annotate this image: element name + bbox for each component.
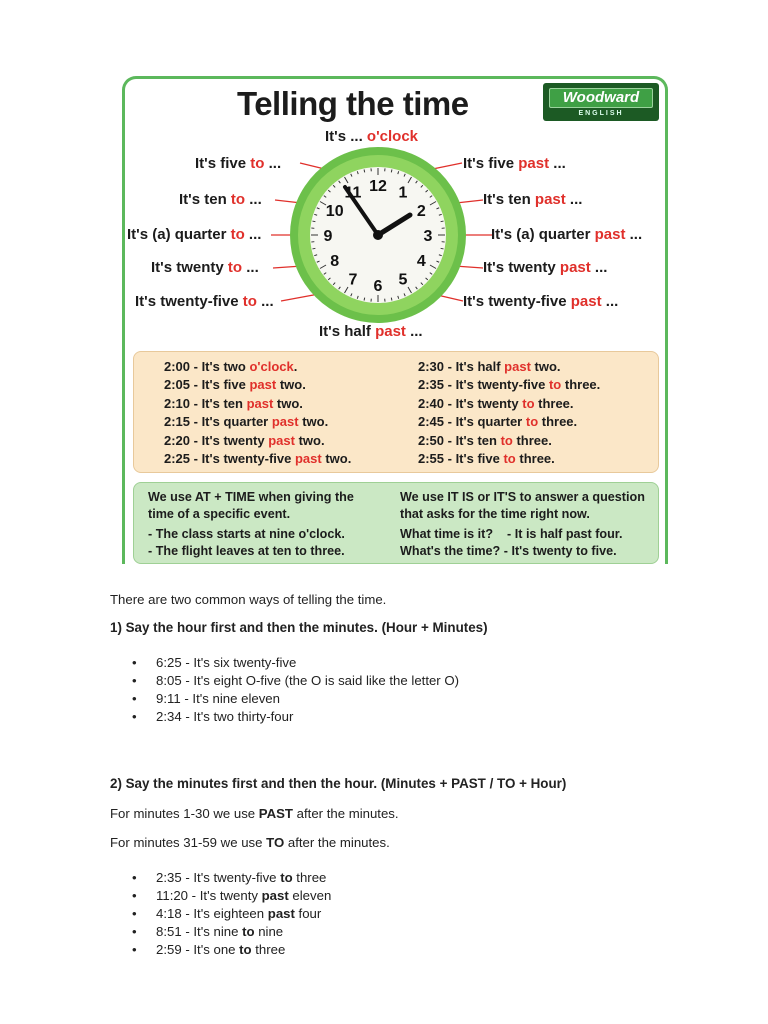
examples-right: [418, 358, 600, 468]
logo-sub: ENGLISH: [578, 110, 624, 117]
label-twenty-past: It's twenty past ...: [483, 259, 608, 276]
clock-number: 2: [416, 203, 426, 220]
usage-box: [133, 482, 659, 564]
label-quarter-to: It's (a) quarter to ...: [127, 226, 262, 243]
usage-line: We use AT + TIME when giving the: [148, 490, 354, 504]
usage-example: - The flight leaves at ten to three.: [148, 544, 345, 558]
section1-heading: 1) Say the hour first and then the minutes. (Hour + Minutes): [110, 620, 488, 635]
label-twenty-five-to: It's twenty-five to ...: [135, 293, 274, 310]
clock-number: 1: [398, 184, 408, 202]
section1-list: [110, 654, 459, 726]
clock-number: 10: [325, 203, 344, 220]
label-twenty-to: It's twenty to ...: [151, 259, 259, 276]
usage-example: - The class starts at nine o'clock.: [148, 527, 345, 541]
label-ten-past: It's ten past ...: [483, 191, 583, 208]
example-row: 2:15 - It's quarter past two.: [164, 414, 329, 430]
usage-it-is: [400, 489, 645, 560]
rule-past: For minutes 1-30 we use PAST after the minutes.: [110, 806, 399, 821]
usage-example: What time is it? - It is half past four.: [400, 527, 623, 541]
clock-number: 12: [369, 178, 387, 195]
list-item: • 2:59 - It's one to three: [110, 941, 331, 959]
label-half-past: It's half past ...: [319, 323, 423, 340]
clock-number: 8: [330, 253, 340, 270]
example-row: 2:10 - It's ten past two.: [164, 395, 303, 411]
list-item: • 6:25 - It's six twenty-five: [110, 654, 459, 672]
example-row: 2:55 - It's five to three.: [418, 451, 555, 467]
clock-number: 7: [348, 271, 358, 289]
section2-heading: 2) Say the minutes first and then the hour. (Minutes + PAST / TO + Hour): [110, 776, 567, 791]
list-item: • 11:20 - It's twenty past eleven: [110, 887, 331, 905]
example-row: 2:25 - It's twenty-five past two.: [164, 451, 352, 467]
clock-number: 3: [423, 228, 433, 245]
list-item: • 9:11 - It's nine eleven: [110, 690, 459, 708]
list-item: • 2:35 - It's twenty-five to three: [110, 869, 331, 887]
section2-list: [110, 869, 331, 959]
example-row: 2:00 - It's two o'clock.: [164, 359, 298, 374]
example-row: 2:35 - It's twenty-five to three.: [418, 377, 601, 393]
clock-number: 9: [323, 228, 333, 245]
label-oclock: It's ... o'clock: [325, 128, 419, 145]
label-twenty-five-past: It's twenty-five past ...: [463, 293, 619, 310]
examples-box: [133, 351, 659, 473]
clock-face: [290, 147, 466, 323]
label-quarter-past: It's (a) quarter past ...: [491, 226, 643, 243]
clock-number: 6: [373, 278, 383, 295]
label-five-past: It's five past ...: [463, 155, 566, 172]
example-row: 2:40 - It's twenty to three.: [418, 395, 574, 411]
clock-number: 11: [344, 184, 362, 202]
list-item: • 8:05 - It's eight O-five (the O is said like the letter O): [110, 672, 459, 690]
example-row: 2:05 - It's five past two.: [164, 377, 306, 393]
usage-line: We use IT IS or IT'S to answer a question: [400, 490, 645, 504]
list-item: • 8:51 - It's nine to nine: [110, 923, 331, 941]
clock-number: 5: [398, 271, 408, 289]
label-five-to: It's five to ...: [195, 155, 282, 172]
intro-text: There are two common ways of telling the time.: [110, 592, 387, 607]
usage-line: that asks for the time right now.: [400, 507, 590, 521]
usage-example: What's the time? - It's twenty to five.: [400, 544, 617, 558]
telling-time-infographic: [122, 76, 668, 564]
infographic-title: Telling the time: [237, 85, 469, 122]
example-row: 2:30 - It's half past two.: [418, 359, 561, 374]
usage-at-time: [148, 489, 354, 560]
example-row: 2:45 - It's quarter to three.: [418, 414, 578, 430]
example-row: 2:20 - It's twenty past two.: [164, 432, 325, 448]
example-row: 2:50 - It's ten to three.: [418, 432, 552, 448]
usage-line: time of a specific event.: [148, 507, 291, 521]
clock-number: 4: [416, 253, 426, 270]
list-item: • 2:34 - It's two thirty-four: [110, 708, 459, 726]
examples-left: [164, 358, 351, 468]
logo-brand: Woodward: [549, 88, 653, 108]
list-item: • 4:18 - It's eighteen past four: [110, 905, 331, 923]
label-ten-to: It's ten to ...: [179, 191, 262, 208]
rule-to: For minutes 31-59 we use TO after the minutes.: [110, 835, 390, 850]
